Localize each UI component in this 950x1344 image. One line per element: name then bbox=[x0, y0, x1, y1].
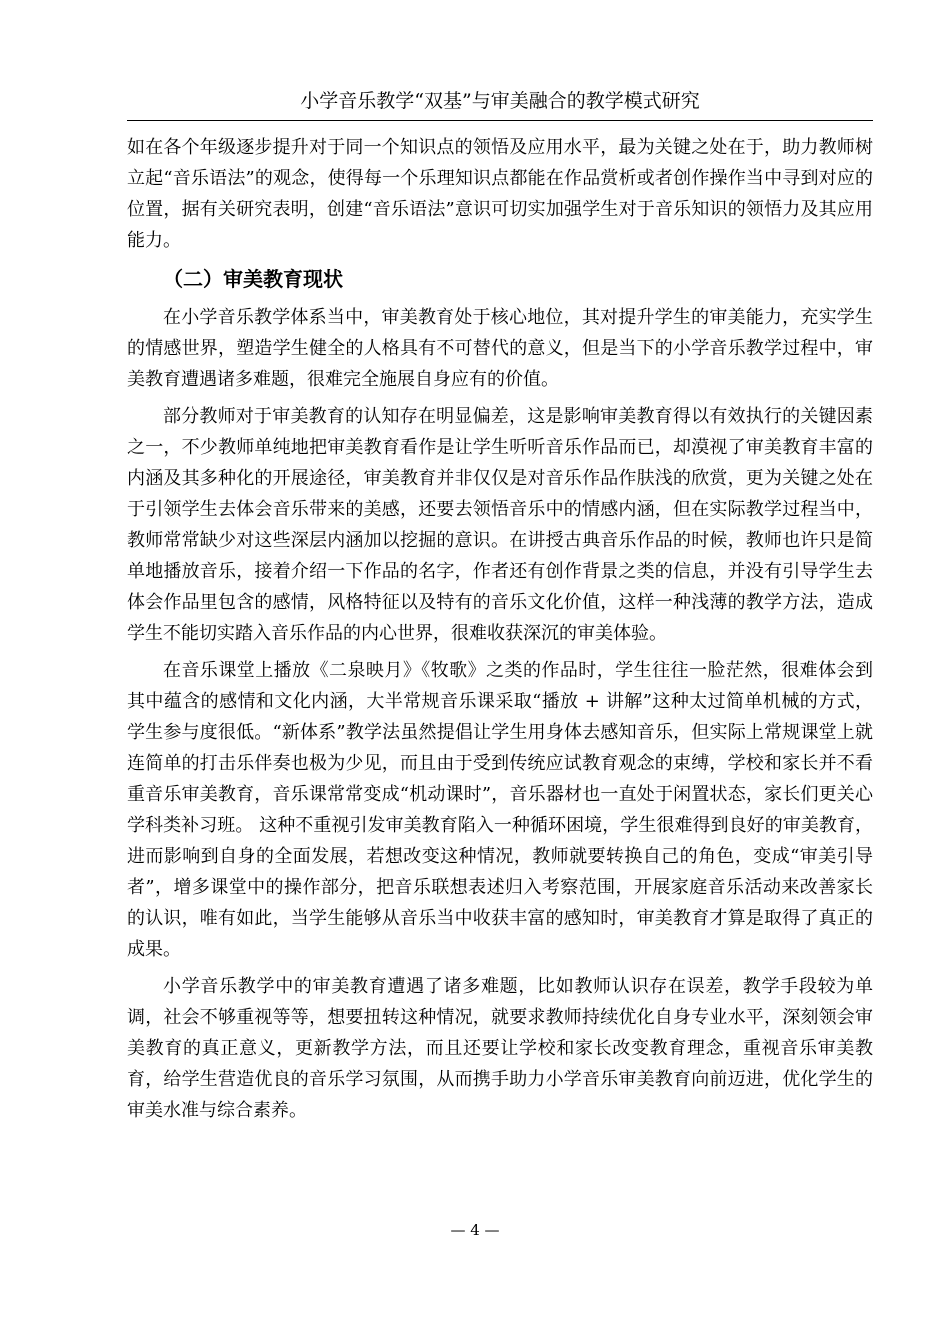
page-number: — 4 — bbox=[450, 1221, 500, 1239]
section-heading: （二）审美教育现状 bbox=[163, 267, 343, 291]
paragraph: 在小学音乐教学体系当中，审美教育处于核心地位，其对提升学生的审美能力，充实学生的情感世界，塑造学生健全的人格具有不可替代的意义，但是当下的小学音乐教学过程中，审美教育遭遇诸多难题，很难完全施展自身应有的价值。 bbox=[127, 307, 873, 390]
page-header bbox=[127, 86, 873, 121]
paragraph: 在音乐课堂上播放《二泉映月》《牧歌》之类的作品时，学生往往一脸茫然，很难体会到其中蕴含的感情和文化内涵，大半常规音乐课采取“播放 + 讲解”这种太过简单机械的方式，学生参与度很低。“新体系”教学法虽然提倡让学生用身体去感知音乐，但实际上常规课堂上就连简单的打击乐伴奏也极为少见，而且由于受到传统应试教育观念的束缚，学校和家长并不看重音乐审美教育，音乐课常常变成“机动课时”，音乐器材也一直处于闲置状态，家长们更关心学科类补习班。 这种不重视引发审美教育陷入一种循环困境，学生很难得到良好的审美教育，进而影响到自身的全面发展，若想改变这种情况，教师就要转换自己的角色，变成“审美引导者”，增多课堂中的操作部分，把音乐联想表述归入考察范围，开展家庭音乐活动来改善家长的认识，唯有如此，当学生能够从音乐当中收获丰富的感知时，审美教育才算是取得了真正的成果。 bbox=[127, 660, 873, 960]
paragraph: 小学音乐教学中的审美教育遭遇了诸多难题，比如教师认识存在误差，教学手段较为单调，社会不够重视等等，想要扭转这种情况，就要求教师持续优化自身专业水平，深刻领会审美教育的真正意义，更新教学方法，而且还要让学校和家长改变教育理念，重视音乐审美教育，给学生营造优良的音乐学习氛围，从而携手助力小学音乐审美教育向前迈进，优化学生的审美水准与综合素养。 bbox=[127, 976, 873, 1121]
header-title: 小学音乐教学“双基”与审美融合的教学模式研究 bbox=[300, 90, 700, 112]
document-body bbox=[127, 132, 873, 1132]
paragraph: 部分教师对于审美教育的认知存在明显偏差，这是影响审美教育得以有效执行的关键因素之一，不少教师单纯地把审美教育看作是让学生听听音乐作品而已，却漠视了审美教育丰富的内涵及其多种化的开展途径，审美教育并非仅仅是对音乐作品作肤浅的欣赏，更为关键之处在于引领学生去体会音乐带来的美感，还要去领悟音乐中的情感内涵，但在实际教学过程当中，教师常常缺少对这些深层内涵加以挖掘的意识。在讲授古典音乐作品的时候，教师也许只是简单地播放音乐，接着介绍一下作品的名字，作者还有创作背景之类的信息，并没有引导学生去体会作品里包含的感情，风格特征以及特有的音乐文化价值，这样一种浅薄的教学方法，造成学生不能切实踏入音乐作品的内心世界，很难收获深沉的审美体验。 bbox=[127, 406, 873, 644]
intro-paragraph: 如在各个年级逐步提升对于同一个知识点的领悟及应用水平，最为关键之处在于，助力教师树立起“音乐语法”的观念，使得每一个乐理知识点都能在作品赏析或者创作操作当中寻到对应的位置，据有关研究表明，创建“音乐语法”意识可切实加强学生对于音乐知识的领悟力及其应用能力。 bbox=[127, 137, 873, 251]
